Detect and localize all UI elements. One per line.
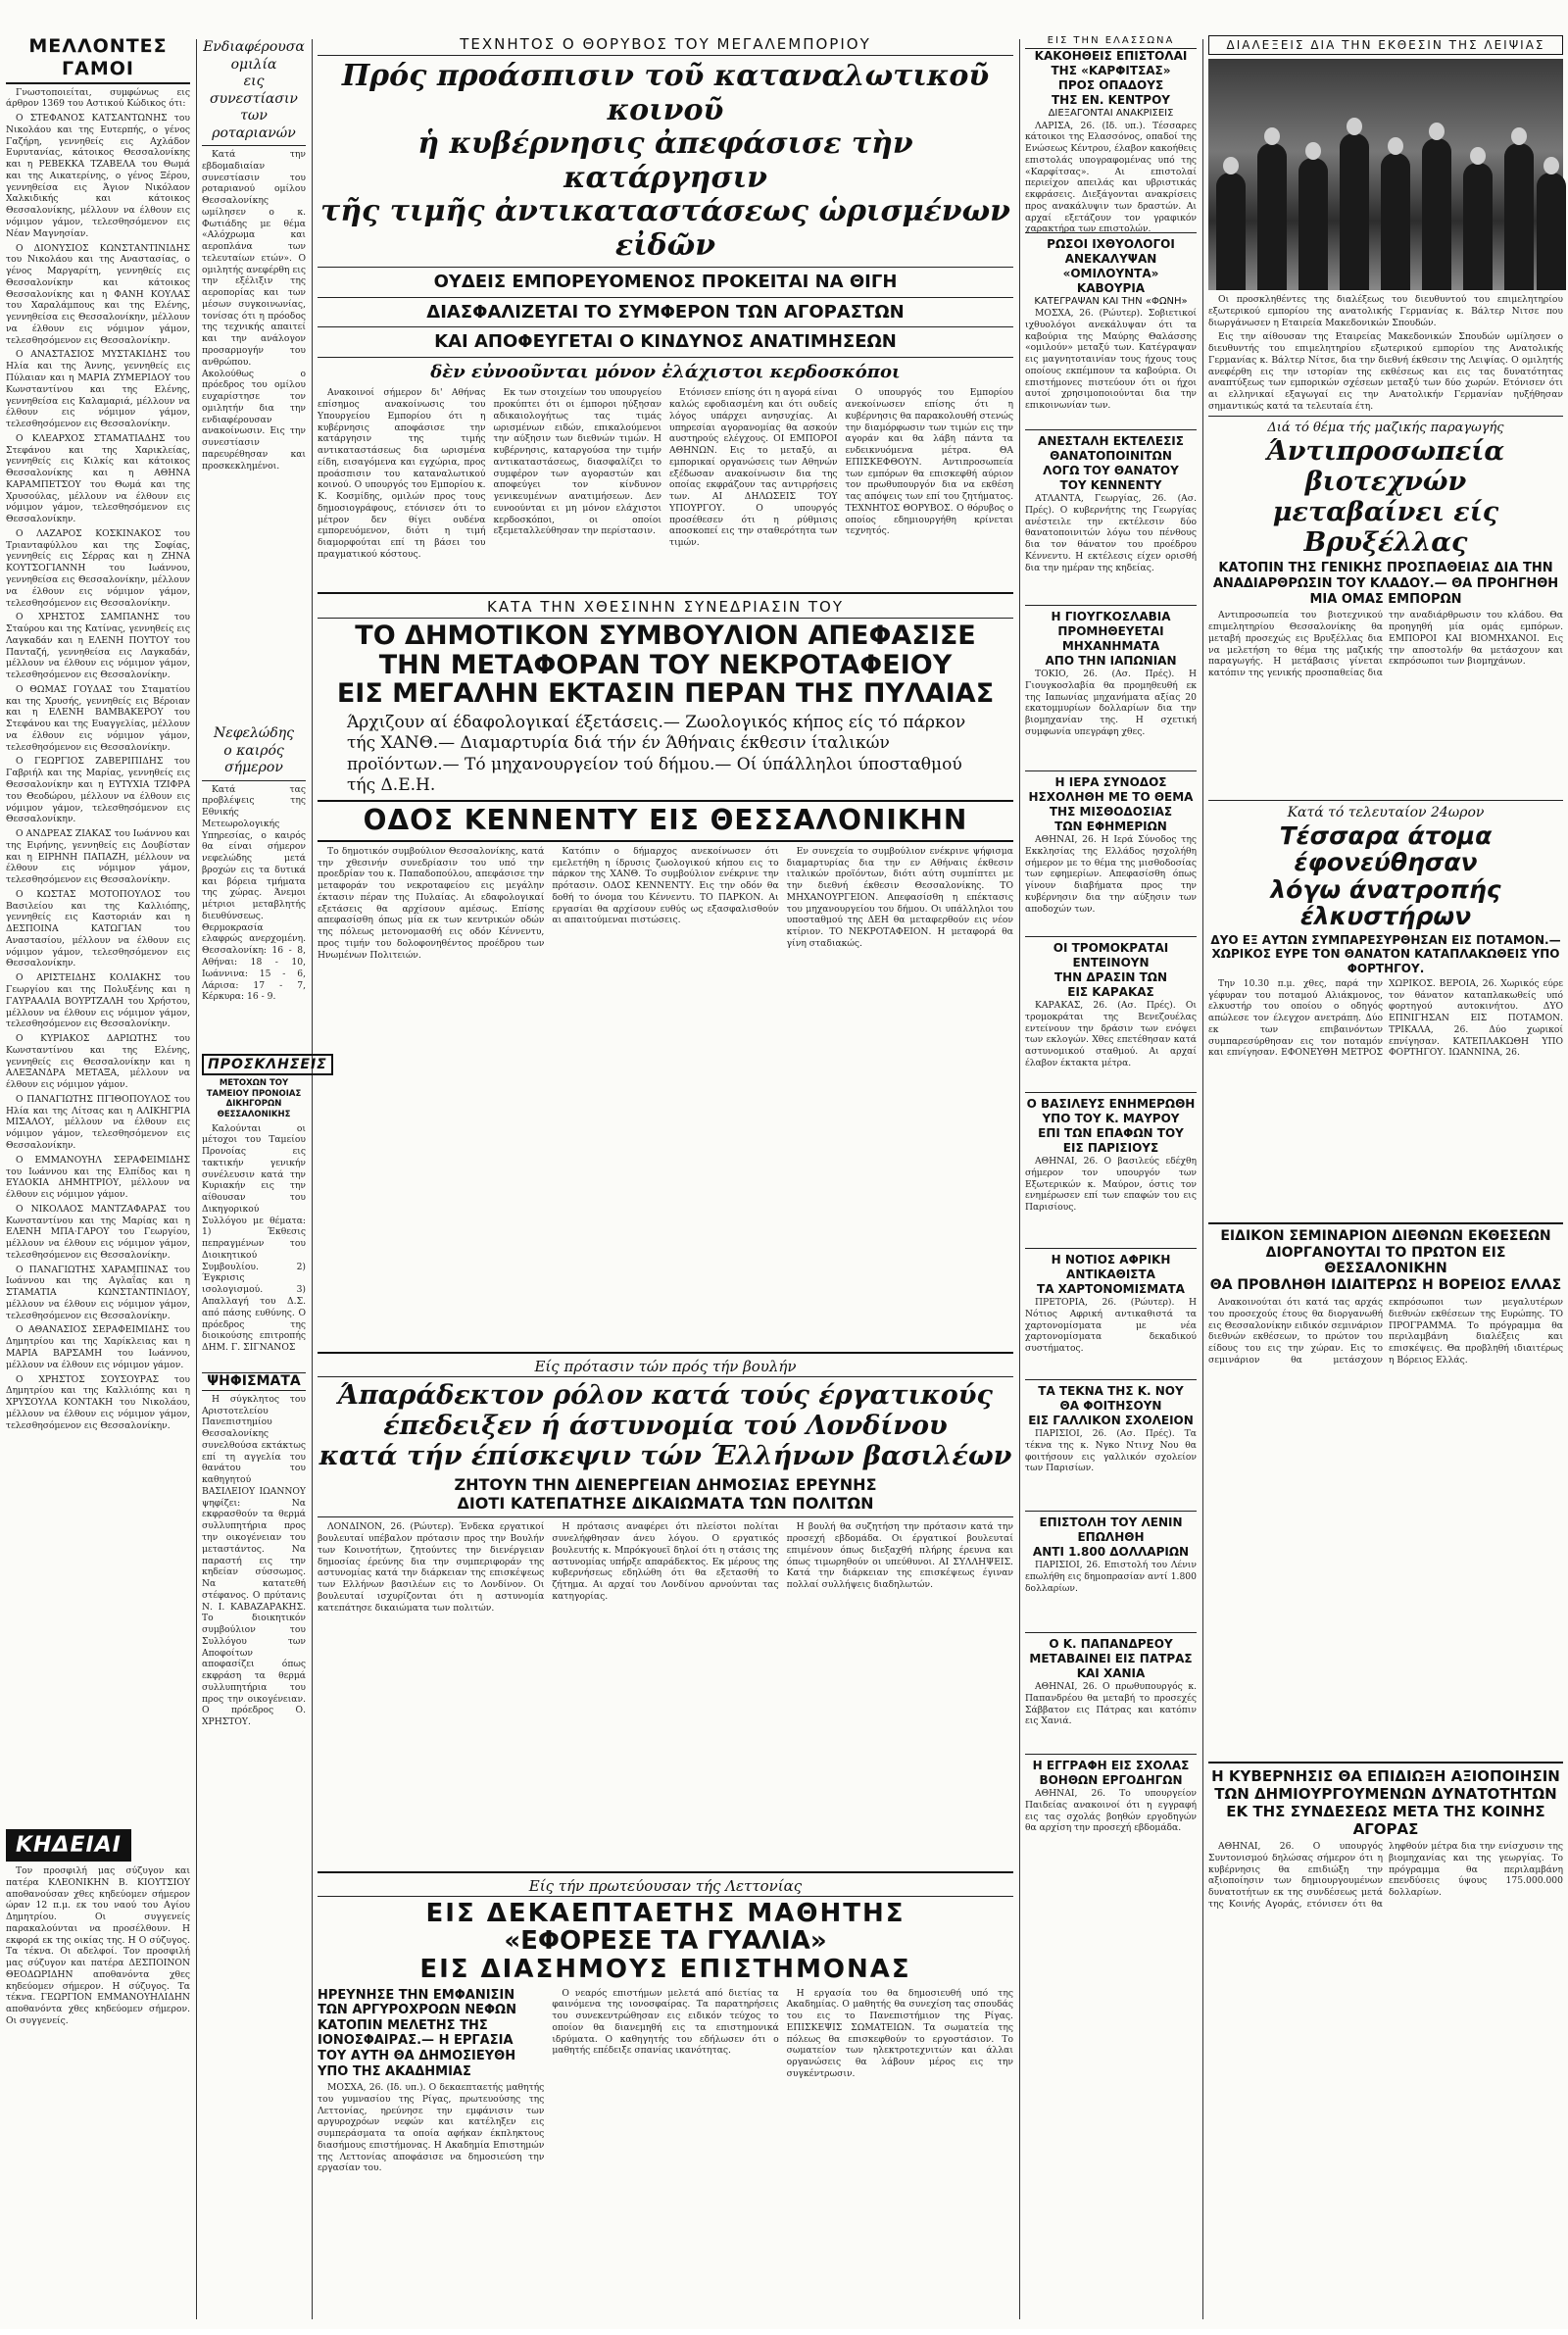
article-text: ΑΘΗΝΑΙ, 26. Ο πρωθυπουργός κ. Παπανδρέου θα μεταβή το προσεχές Σάββατον εις Πάτρας και κατόπιν εις Χανιά. — [1025, 1681, 1197, 1727]
short-headline: Ο ΒΑΣΙΛΕΥΣ ΕΝΗΜΕΡΩΘΗ — [1026, 1097, 1196, 1111]
lead-deck-1: ΟΥΔΕΙΣ ΕΜΠΟΡΕΥΟΜΕΝΟΣ ΠΡΟΚΕΙΤΑΙ ΝΑ ΘΙΓΗ — [433, 272, 898, 292]
market-headline: Η ΚΥΒΕΡΝΗΣΙΣ ΘΑ ΕΠΙΔΙΩΞΗ ΑΞΙΟΠΟΙΗΣΙΝ ΤΩΝ ΔΗΜΙΟΥΡΓΟΥΜΕΝΩΝ ΔΥΝΑΤΟΤΗΤΩΝ ΕΚ ΤΗΣ ΣΥΝΔΕΣΕΩΣ ΜΕΤΑ ΤΗΣ ΚΟΙΝΗΣ ΑΓΟΡΑΣ — [1211, 1767, 1560, 1839]
short-headline: ΤΑ ΧΑΡΤΟΝΟΜΙΣΜΑΤΑ — [1037, 1282, 1185, 1296]
latvia-text — [318, 2082, 544, 2174]
article-text: ΑΤΛΑΝΤΑ, Γεωργίας, 26. (Ασ. Πρές). Ο κυβερνήτης της Γεωργίας ανέστειλε την εκτέλεσιν δύο θανατοποινιτών λόγω του πένθους δια τον θάνατον του προέδρου Κέννεντυ. Η εκτέλεσις είχεν ορισθή δια την ημέραν της κηδείας. — [1025, 493, 1197, 573]
latvia-column — [318, 1988, 544, 2292]
lead-headline-3: τῆς τιμῆς ἀντικαταστάσεως ὡρισμένων εἰδῶν — [320, 194, 1010, 263]
marriage-notice: Ο ΑΝΑΣΤΑΣΙΟΣ ΜΥΣΤΑΚΙΔΗΣ του Ηλία και της Άννης, γεννηθείς εις Πύλαιαν και η ΜΑΡΙΑ ΖΥΜΕΡΙΔΟΥ του Κωνσταντίνου και της Ελένης, γεννηθείσα εις Καλαμαριά, μέλλουν να έλθουν εις νόμιμον γάμον, τελεσθησόμενον εις Θεσσαλονίκην. — [6, 349, 190, 430]
parliament-headline-1: Άπαράδεκτον ρόλον κατά τούς έργατικούς — [338, 1379, 993, 1411]
article-text: ΠΡΕΤΟΡΙΑ, 26. (Ρώυτερ). Η Νότιος Αφρική αντικαθιστά τα χαρτονομίσματα με νέα χαρτονομίσματα δεκαδικού συστήματος. — [1025, 1297, 1197, 1355]
council-headline-1: ΤΟ ΔΗΜΟΤΙΚΟΝ ΣΥΜΒΟΥΛΙΟΝ ΑΠΕΦΑΣΙΣΕ — [355, 621, 976, 651]
article-text: Κατά τας προβλέψεις της Εθνικής Μετεωρολογικής Υπηρεσίας, ο καιρός θα είναι σήμερον νεφελώδης μετά βροχών εις τα δυτικά και βόρεια τμήματα της χώρας. Άνεμοι μέτριοι μεταβλητής διευθύνσεως. Θερμοκρασία ελαφρώς ανερχομένη. Θεσσαλονίκη: 16 - 8, Αθήναι: 18 - 10, Ιωάννινα: 15 - 6, Λάρισα: 17 - 7, Κέρκυρα: 16 - 9. — [202, 783, 306, 1003]
council-column — [318, 846, 544, 1375]
short-subheading: ΔΙΕΞΑΓΟΝΤΑΙ ΑΝΑΚΡΙΣΕΙΣ — [1048, 108, 1174, 119]
resolutions-heading: ΨΗΦΙΣΜΑΤΑ — [202, 1372, 306, 1391]
article-text: Κατά την εβδομαδιαίαν συνεστίασιν του ροταριανού ομίλου Θεσσαλονίκης ωμίλησεν ο κ. Φωτιάδης με θέμα «Αλόχρωμα και αεροπλάνα των τελευταίων ετών». Ο ομιλητής ανεφέρθη εις την εξέλιξιν της αεροπορίας και των μέσων συγκοινωνίας, τονίσας ότι η πρόοδος της τεχνικής απαιτεί και την ανάλογον προσαρμογήν του ανθρώπου. Ακολούθως ο πρόεδρος του ομίλου ευχαρίστησε τον ομιλητήν δια την ενδιαφέρουσαν ανακοίνωσιν. Εις την συνεστίασιν παρευρέθησαν και προσκεκλημένοι. — [202, 149, 306, 472]
short-headline: ΠΡΟΣ ΟΠΑΔΟΥΣ — [1057, 78, 1164, 92]
accidents-headline-1: Τέσσαρα άτομα έφονεύθησαν — [1279, 820, 1493, 877]
accidents-deck: ΔΥΟ ΕΞ ΑΥΤΩΝ ΣΥΜΠΑΡΕΣΥΡΘΗΣΑΝ ΕΙΣ ΠΟΤΑΜΟΝ.— ΧΩΡΙΚΟΣ ΕΥΡΕ ΤΟΝ ΘΑΝΑΤΟΝ ΚΑΤΑΠΛΑΚΩΘΕΙΣ ΥΠΟ ΦΟΡΤΗΓΟΥ. — [1210, 932, 1561, 975]
short-text — [1025, 1297, 1197, 1375]
column-rule — [1019, 39, 1020, 2319]
short-headline: ΤΗΝ ΔΡΑΣΙΝ ΤΩΝ — [1054, 970, 1168, 984]
lead-deck-3: ΚΑΙ ΑΠΟΦΕΥΓΕΤΑΙ Ο ΚΙΝΔΥΝΟΣ ΑΝΑΤΙΜΗΣΕΩΝ — [434, 331, 897, 353]
article-text: Αντιπροσωπεία του βιοτεχνικού επιμελητηρίου Θεσσαλονίκης θα μεταβή προσεχώς εις Βρυξέλλας δια να μελετήση το θέμα της μαζικής παραγωγής. Η μετάβασις γίνεται κατόπιν της γενικής προσπαθείας δια την αναδιάρθρωσιν του κλάδου. Θα προηγηθή μία ομάς εμπόρων. ΕΜΠΟΡΟΙ ΚΑΙ ΒΙΟΜΗΧΑΝΟΙ. Εις την αποστολήν θα μετάσχουν και εκπρόσωποι των βιομηχάνων. — [1208, 610, 1563, 679]
seminar-text — [1208, 1297, 1563, 1758]
short-subheading: ΚΑΤΕΓΡΑΨΑΝ ΚΑΙ ΤΗΝ «ΦΩΝΗ» — [1034, 295, 1188, 307]
short-headline: ΕΙΣ ΚΑΡΑΚΑΣ — [1067, 985, 1154, 999]
column-rule — [196, 39, 197, 2319]
article-text: ΑΘΗΝΑΙ, 26. Ο βασιλεύς εδέχθη σήμερον τον υπουργόν των Εξωτερικών κ. Μαύρον, όστις τον ενημέρωσεν επί των επαφών του εις Παρισίους. — [1025, 1156, 1197, 1214]
short-headline: ΚΑΚΟΗΘΕΙΣ ΕΠΙΣΤΟΛΑΙ — [1034, 49, 1188, 63]
council-column — [552, 846, 778, 1375]
short-text — [1025, 1000, 1197, 1088]
short-kicker: ΕΙΣ ΤΗΝ ΕΛΑΣΣΩΝΑ — [1025, 35, 1197, 49]
rotary-text — [202, 149, 306, 776]
accidents-kicker: Κατά τό τελευταίον 24ωρον — [1287, 805, 1485, 821]
marriage-notice: Ο ΛΑΖΑΡΟΣ ΚΟΣΚΙΝΑΚΟΣ του Τριανταφύλλου και της Σοφίας, γεννηθείς εις Σέρρας και η ΖΗΝΑ ΚΟΥΤΣΟΓΙΑΝΝΗ του Ιωάννου, γεννηθείσα εις Θεσσαλονίκην, μέλλουν να έλθουν εις νόμιμον γάμον, τελεσθησόμενον εις Θεσσαλονίκην. — [6, 527, 190, 609]
short-headline: ΜΕΤΑΒΑΙΝΕΙ ΕΙΣ ΠΑΤΡΑΣ — [1029, 1652, 1193, 1665]
article-text: ΠΑΡΙΣΙΟΙ, 26. Επιστολή του Λένιν επωλήθη εις δημοπρασίαν αντί 1.800 δολλαρίων. — [1025, 1560, 1197, 1594]
short-text — [1025, 1156, 1197, 1244]
weather-heading-1: Νεφελώδης — [213, 725, 295, 741]
latvia-deck: ΗΡΕΥΝΗΣΕ ΤΗΝ ΕΜΦΑΝΙΣΙΝ ΤΩΝ ΑΡΓΥΡΟΧΡΟΩΝ ΝΕΦΩΝ ΚΑΤΟΠΙΝ ΜΕΛΕΤΗΣ ΤΗΣ ΙΟΝΟΣΦΑΙΡΑΣ.— Η ΕΡΓΑΣΙΑ ΤΟΥ ΑΥΤΗ ΘΑ ΔΗΜΟΣΙΕΥΘΗ ΥΠΟ ΤΗΣ ΑΚΑΔΗΜΙΑΣ — [318, 1987, 516, 2079]
article-text: ΛΑΡΙΣΑ, 26. (Ιδ. υπ.). Τέσσαρες κάτοικοι της Ελασσόνος, οπαδοί της Ενώσεως Κέντρου, έλαβον κακοήθεις επιστολάς υπογραφομένας υπό της «Καρφίτσας». Αι επιστολαί περιείχον απειλάς και υβριστικάς εκφράσεις. Διεξάγονται ανακρίσεις προς ανακάλυψιν των δραστών. Αι αρχαί εξετάζουν τον γραφικόν χαρακτήρα των επιστολών. — [1025, 120, 1197, 235]
marriage-notice: Ο ΠΑΝΑΓΙΩΤΗΣ ΠΓΙΘΟΠΟΥΛΟΣ του Ηλία και της Λίτσας και η ΑΛΙΚΗΓΡΙΑ ΜΙΣΑΛΟΥ, μέλλουν να έλθουν εις νόμιμον γάμον, τελεσθησόμενον εις Θεσσαλονίκην. — [6, 1093, 190, 1151]
short-headline: ΗΣΧΟΛΗΘΗ ΜΕ ΤΟ ΘΕΜΑ — [1028, 790, 1194, 804]
article-text: Ανακοινούται ότι κατά τας αρχάς του προσεχούς έτους θα διοργανωθή εις Θεσσαλονίκην ειδικόν σεμινάριον διεθνών εκθέσεων, το πρώτον του είδους του εις την χώραν. Εις το σεμινάριον θα μετάσχουν εκπρόσωποι των μεγαλυτέρων διεθνών εκθέσεων της Ευρώπης. ΤΟ ΠΡΟΓΡΑΜΜΑ. Το πρόγραμμα θα περιλαμβάνη διαλέξεις και επισκέψεις. Θα προβληθή ιδιαιτέρως η Βόρειος Ελλάς. — [1208, 1297, 1563, 1366]
invitations-box — [202, 1054, 327, 1378]
parliament-story — [318, 1348, 1013, 1845]
short-headline: ΚΑΙ ΧΑΝΙΑ — [1076, 1666, 1146, 1680]
column-rule — [1202, 39, 1203, 2319]
marriage-notice: Ο ΑΝΔΡΕΑΣ ΖΙΑΚΑΣ του Ιωάννου και της Ειρήνης, γεννηθείς εις Δουβίσταν και η ΕΙΡΗΝΗ ΠΑΠΑΖΗ, μέλλουν να έλθουν εις νόμιμον γάμον, τελεσθησόμενον εις Θεσσαλονίκην. — [6, 828, 190, 886]
column-short-news — [1025, 35, 1197, 2319]
seminar-headline-2: ΔΙΟΡΓΑΝΟΥΤΑΙ ΤΟ ΠΡΩΤΟΝ ΕΙΣ ΘΕΣΣΑΛΟΝΙΚΗΝ — [1265, 1244, 1506, 1277]
short-headline: ΕΠΩΛΗΘΗ — [1077, 1530, 1145, 1544]
latvia-column — [787, 1988, 1013, 2292]
short-headline: Η ΕΓΓΡΑΦΗ ΕΙΣ ΣΧΟΛΑΣ — [1032, 1759, 1190, 1772]
lecture-kicker: ΔΙΑΛΕΞΕΙΣ ΔΙΑ ΤΗΝ ΕΚΘΕΣΙΝ ΤΗΣ ΛΕΙΨΙΑΣ — [1208, 35, 1563, 55]
article-text: ΑΘΗΝΑΙ, 26. Το υπουργείον Παιδείας ανακοινοί ότι η εγγραφή εις τας σχολάς βοηθών εργοδηγών θα αρχίση την προσεχή εβδομάδα. — [1025, 1788, 1197, 1834]
parliament-headline-3: κατά τήν έπίσκεψιν τών Έλλήνων βασιλέων — [318, 1440, 1012, 1471]
short-text — [1025, 1681, 1197, 1750]
weather-text — [202, 784, 306, 1039]
article-text: ΑΘΗΝΑΙ, 26. Ο υπουργός Συντονισμού δηλώσας σήμερον ότι η κυβέρνησις θα επιδιώξη την αξιοποίησιν των δημιουργουμένων δυνατοτήτων εκ της συνδέσεως μετά της Κοινής Αγοράς, ετόνισεν ότι θα ληφθούν μέτρα δια την ενίσχυσιν της βιομηχανίας και της γεωργίας. Το πρόγραμμα θα περιλαμβάνη επενδύσεις ύψους 175.000.000 δολλαρίων. — [1208, 1841, 1563, 1910]
marriages-intro: Γνωστοποιείται, συμφώνως εις άρθρον 1369 του Αστικού Κώδικος ότι: — [6, 86, 190, 110]
latvia-kicker: Είς τήν πρωτεύουσαν τής Λεττονίας — [318, 1877, 1013, 1897]
lecture-text — [1208, 294, 1563, 412]
marriage-notice: Ο ΔΙΟΝΥΣΙΟΣ ΚΩΝΣΤΑΝΤΙΝΙΔΗΣ του Νικολάου και της Αναστασίας, ο γένος Μαργαρίτη, γεννηθείς εις Θεσσαλονίκην και κάτοικος Θεσσαλονίκης και η ΦΑΝΗ ΚΟΥΛΑΣ του Χαραλάμπους και της Ελένης, γεννηθείσα εις Θεσσαλονίκην, μέλλουν να έλθουν εις νόμιμον γάμον, τελεσθησόμενον εις Θεσσαλονίκην. — [6, 242, 190, 346]
lead-kicker: ΤΕΧΝΗΤΟΣ Ο ΘΟΡΥΒΟΣ ΤΟΥ ΜΕΓΑΛΕΜΠΟΡΙΟΥ — [318, 35, 1013, 56]
artisans-headline-1: Άντιπροσωπεία βιοτεχνών — [1266, 436, 1505, 498]
article-text: Ανακοινοί σήμερον δι' Αθήνας επίσημος ανακοίνωσις του Υπουργείου Εμπορίου ότι η κυβέρνησις αποφάσισε την κατάργησιν της τιμής αντικαταστάσεως δια ωρισμένα είδη, εισαγόμενα και εγχώρια, προς προάσπισιν του καταναλωτικού κοινού. Ο υπουργός του Εμπορίου κ. Κ. Κοσμίδης, ομιλών προς τους δημοσιογράφους, ετόνισεν ότι το μέτρον δεν θίγει ουδένα εμπορευόμενον, διότι η τιμή διαμορφούται επί τη βάσει του πραγματικού κόστους. — [318, 387, 486, 560]
parliament-deck-1: ΖΗΤΟΥΝ ΤΗΝ ΔΙΕΝΕΡΓΕΙΑΝ ΔΗΜΟΣΙΑΣ ΕΡΕΥΝΗΣ — [454, 1474, 877, 1494]
article-text: ΚΑΡΑΚΑΣ, 26. (Ασ. Πρές). Οι τρομοκράται της Βενεζουέλας εντείνουν την δράσιν των ενόψει των εκλογών. Χθες επετέθησαν κατά αστυνομικού σταθμού. Αι αρχαί έλαβον έκτακτα μέτρα. — [1025, 1000, 1197, 1068]
short-headline: ΑΝΤΙ 1.800 ΔΟΛΛΑΡΙΩΝ — [1032, 1545, 1190, 1559]
short-headline: ΕΙΣ ΓΑΛΛΙΚΟΝ ΣΧΟΛΕΙΟΝ — [1028, 1414, 1194, 1427]
artisans-kicker: Διά τό θέμα τής μαζικής παραγωγής — [1267, 421, 1504, 435]
short-headline: ΘΑ ΦΟΙΤΗΣΟΥΝ — [1059, 1399, 1162, 1413]
lead-headline-1: Πρός προάσπισιν τοῦ καταναλωτικοῦ κοινοῦ — [341, 59, 990, 127]
short-headline: ΘΑΝΑΤΟΠΟΙΝΙΤΩΝ — [1050, 449, 1172, 463]
lecture-photo — [1208, 59, 1563, 290]
latvia-headline-2: «ΕΦΟΡΕΣΕ ΤΑ ΓΥΑΛΙΑ» — [504, 1926, 827, 1957]
photo-caption: Οι προσκληθέντες της διαλέξεως του διευθυντού του επιμελητηρίου εξωτερικού εμπορίου της ανατολικής Γερμανίας κ. Βάλτερ Νιτσε που διωργάνωσεν η Εταιρεία Μακεδονικών Σπουδών. — [1208, 294, 1563, 328]
rotary-heading-2: εις συνεστίασιν — [210, 74, 298, 107]
parliament-headline-2: έπεδειξεν ή άστυνομία τού Λονδίνου — [383, 1410, 948, 1441]
short-text — [1025, 834, 1197, 932]
article-text: Η πρότασις αναφέρει ότι πλείστοι πολίται συνελήφθησαν άνευ λόγου. Ο εργατικός βουλευτής κ. Μπρόκγουεϊ δηλοί ότι η στάσις της αστυνομίας υπήρξε απαράδεκτος. Εκ μέρους της κυβερνήσεως εδηλώθη ότι θα εξετασθή το ζήτημα. Αι αρχαί του Λονδίνου αρνούνται τας κατηγορίας. — [552, 1521, 779, 1602]
short-headline: Η ΓΙΟΥΓΚΟΣΛΑΒΙΑ — [1051, 610, 1171, 623]
marriage-notice: Ο ΘΩΜΑΣ ΓΟΥΔΑΣ του Σταματίου και της Χρυσής, γεννηθείς εις Βέροιαν και η ΕΛΕΝΗ ΒΑΜΒΑΚΕΡΟΥ του Στεφάνου και της Ευαγγελίας, μέλλουν να έλθουν εις νόμιμον γάμον, τελεσθησόμενον εις Θεσσαλονίκην. — [6, 683, 190, 753]
article-text: Εις την αίθουσαν της Εταιρείας Μακεδονικών Σπουδών ωμίλησεν ο διευθυντής του επιμελητηρίου εξωτερικού εμπορίου της Ανατολικής Γερμανίας κ. Βάλτερ Νίτσε, δια την διεθνή έκθεσιν της Λειψίας. Ο ομιλητής ανεφέρθη εις την ιστορίαν της εκθέσεως και εις τας δυνατότητας αναπτύξεως των εμπορικών σχέσεων μεταξύ των δύο χωρών. Ετόνισεν ότι αι ελληνικαί εξαγωγαί εις την Ανατολικήν Γερμανίαν ηυξήθησαν σημαντικώς κατά τα τελευταία έτη. — [1208, 331, 1563, 412]
article-text: Η σύγκλητος του Αριστοτελείου Πανεπιστημίου Θεσσαλονίκης συνελθούσα εκτάκτως επί τη αγγελία του θανάτου του καθηγητού ΒΑΣΙΛΕΙΟΥ ΙΩΑΝΝΟΥ ψηφίζει: Να εκφρασθούν τα θερμά συλλυπητήρια προς την οικογένειαν του μεταστάντος. Να παραστή εις την κηδείαν σύσσωμος. Να κατατεθή στέφανος. Ο πρύτανις Ν. Ι. ΚΑΒΑΖΑΡΑΚΗΣ. Το διοικητικόν συμβούλιον του Συλλόγου των Αποφοίτων αποφασίζει όπως εκφράση τα θερμά συλλυπητήρια του προς την οικογένειαν. Ο πρόεδρος Ο. ΧΡΗΣΤΟΥ. — [202, 1393, 306, 1728]
short-headline: ΛΟΓΩ ΤΟΥ ΘΑΝΑΤΟΥ — [1043, 464, 1179, 477]
marriage-notice: Ο ΠΑΝΑΓΙΩΤΗΣ ΧΑΡΑΜΠΙΝΑΣ του Ιωάννου και της Αγλαΐας και η ΣΤΑΜΑΤΙΑ ΚΩΝΣΤΑΝΤΙΝΙΔΟΥ, μέλλουν να έλθουν εις νόμιμον γάμον, τελεσθησόμενον εις Θεσσαλονίκην. — [6, 1264, 190, 1321]
funerals-section — [6, 1829, 190, 2030]
marriages-list — [6, 87, 190, 1432]
rotary-heading-3: των ροταριανών — [202, 108, 306, 146]
short-text — [1025, 1560, 1197, 1628]
short-headline: ΠΡΟΜΗΘΕΥΕΤΑΙ — [1057, 624, 1164, 638]
marriage-notice: Ο ΧΡΗΣΤΟΣ ΣΑΜΠΑΝΗΣ του Σταύρου και της Κατίνας, γεννηθείς εις Λαγκαδάν και η ΕΛΕΝΗ ΠΟΥΤΟΥ του Πανταζή, γεννηθείσα εις Λαγκαδάν, μέλλουν να έλθουν εις νόμιμον γάμον, τελεσθησόμενον εις Θεσσαλονίκην. — [6, 612, 190, 681]
council-story — [318, 588, 1013, 1375]
council-kicker: ΚΑΤΑ ΤΗΝ ΧΘΕΣΙΝΗΝ ΣΥΝΕΔΡΙΑΣΙΝ ΤΟΥ — [318, 598, 1013, 619]
short-text — [1025, 669, 1197, 767]
short-headline: ΤΩΝ ΕΦΗΜΕΡΙΩΝ — [1054, 820, 1167, 833]
short-text — [1025, 1428, 1197, 1507]
marriage-notice: Ο ΧΡΗΣΤΟΣ ΣΟΥΣΟΥΡΑΣ του Δημητρίου και της Καλλιόπης και η ΧΡΥΣΟΥΛΑ ΚΟΝΤΑΚΗ του Νικολάου, μέλλουν να έλθουν εις νόμιμον γάμον, τελεσθησόμενον εις Θεσσαλονίκην. — [6, 1373, 190, 1431]
invitations-subheading: ΜΕΤΟΧΩΝ ΤΟΥ ΤΑΜΕΙΟΥ ΠΡΟΝΟΙΑΣ ΔΙΚΗΓΟΡΩΝ ΘΕΣΣΑΛΟΝΙΚΗΣ — [206, 1078, 302, 1119]
short-headline: ΜΗΧΑΝΗΜΑΤΑ — [1061, 639, 1160, 653]
weather-heading-3: σήμερον — [202, 760, 306, 781]
marriage-notice: Ο ΕΜΜΑΝΟΥΗΛ ΣΕΡΑΦΕΙΜΙΔΗΣ του Ιωάννου και της Ελπίδος και η ΕΥΔΟΚΙΑ ΔΗΜΗΤΡΙΟΥ, μέλλουν να έλθουν εις νόμιμον γάμον. — [6, 1154, 190, 1201]
accidents-headline-2: λόγω άνατροπής έλκυστήρων — [1270, 874, 1501, 931]
short-headline: ΕΙΣ ΠΑΡΙΣΙΟΥΣ — [1062, 1141, 1159, 1155]
parliament-body — [318, 1521, 1013, 1845]
short-text — [1025, 120, 1197, 235]
short-headline: ΤΑ ΤΕΚΝΑ ΤΗΣ Κ. ΝΟΥ — [1038, 1384, 1184, 1398]
parliament-deck-2: ΔΙΟΤΙ ΚΑΤΕΠΑΤΗΣΕ ΔΙΚΑΙΩΜΑΤΑ ΤΩΝ ΠΟΛΙΤΩΝ — [457, 1494, 874, 1514]
latvia-headline-1: ΕΙΣ ΔΕΚΑΕΠΤΑΕΤΗΣ ΜΑΘΗΤΗΣ — [425, 1898, 906, 1928]
latvia-story — [318, 1867, 1013, 2292]
funerals-heading: ΚΗΔΕΙΑΙ — [6, 1829, 131, 1862]
council-body — [318, 846, 1013, 1375]
latvia-body — [318, 1988, 1013, 2292]
article-text: Κατόπιν ο δήμαρχος ανεκοίνωσεν ότι εμελετήθη η ίδρυσις ζωολογικού κήπου εις το πάρκον της ΧΑΝΘ. Το συμβούλιον ενέκρινε την πρότασιν. ΟΔΟΣ ΚΕΝΝΕΝΤΥ. Εις την οδόν θα δοθή το όνομα του Κέννεντυ. ΤΟ ΠΑΡΚΟΝ. Αι εργασίαι θα αρχίσουν ευθύς ως εξασφαλισθούν αι απαιτούμεναι πιστώσεις. — [552, 845, 779, 926]
lead-deck-2: ΔΙΑΣΦΑΛΙΖΕΤΑΙ ΤΟ ΣΥΜΦΕΡΟΝ ΤΩΝ ΑΓΟΡΑΣΤΩΝ — [426, 301, 905, 323]
short-headline: «ΟΜΙΛΟΥΝΤΑ» — [1062, 266, 1159, 280]
accidents-text — [1208, 978, 1563, 1218]
short-headline: ΑΝΤΙΚΑΘΙΣΤΑ — [1066, 1267, 1155, 1281]
article-text: ΜΟΣΧΑ, 26. (Ρώυτερ). Σοβιετικοί ιχθυολόγοι ανεκάλυψαν ότι τα καβούρια της Μαύρης Θαλάσσης «ομιλούν» μεταξύ των. Κατέγραψαν εις μαγνητοταινίαν τους ήχους τους οποίους εκπέμπουν τα καβούρια. Οι επιστήμονες πιστεύουν ότι οι ήχοι αυτοί χρησιμοποιούνται δια την επικοινωνίαν των. — [1025, 308, 1197, 412]
short-headline: ΡΩΣΟΙ ΙΧΘΥΟΛΟΓΟΙ — [1047, 236, 1175, 251]
short-text — [1025, 493, 1197, 601]
funeral-notice: Τον προσφιλή μας σύζυγον και πατέρα ΚΛΕΟΝΙΚΗΝ Β. ΚΙΟΥΤΣΙΟΥ αποθανούσαν χθες κηδεύομεν σήμερον ώραν 12 π.μ. εκ του ναού του Αγίου Δημητρίου. Οι συγγενείς παρακαλούνται να προσέλθουν. Η εκφορά εκ της οικίας της. Η Ο σύζυγος. Τα τέκνα. Οι αδελφοί. Τον προσφιλή μας σύζυγον και πατέρα ΔΕΣΠΟΙΝΟΝ ΘΕΟΔΩΡΙΔΗΝ αποθανόντα χθες κηδεύομεν σήμερον. Η σύζυγος. Τα τέκνα. ΓΕΩΡΓΙΟΝ ΕΜΜΑΝΟΥΗΛΙΔΗΝ αποθανόντα χθες κηδεύομεν σήμερον. Οι συγγενείς. — [6, 1865, 190, 2026]
article-text: ΠΑΡΙΣΙΟΙ, 26. (Ασ. Πρές). Τα τέκνα της κ. Νγκο Ντινχ Νου θα φοιτήσουν εις γαλλικόν σχολείον των Παρισίων. — [1025, 1428, 1197, 1474]
column-right — [1208, 35, 1563, 2319]
seminar-headline-3: ΘΑ ΠΡΟΒΛΗΘΗ ΙΔΙΑΙΤΕΡΩΣ Η ΒΟΡΕΙΟΣ ΕΛΛΑΣ — [1209, 1277, 1562, 1294]
marriage-notice: Ο ΓΕΩΡΓΙΟΣ ΖΑΒΕΡΙΠΙΔΗΣ του Γαβριήλ και της Μαρίας, γεννηθείς εις Θεσσαλονίκην και η ΕΥΤΥΧΙΑ ΤΖΙΦΡΑ του Θεοδώρου, μέλλουν να έλθουν εις νόμιμον γάμον, τελεσθησόμενον εις Θεσσαλονίκην. — [6, 756, 190, 825]
article-text: Εκ των στοιχείων του υπουργείου προκύπτει ότι οι έμποροι ηύξησαν αδικαιολογήτως τας τιμάς ωρισμένων ειδών, επικαλούμενοι την αύξησιν των διεθνών τιμών. Η κυβέρνησις, καταργούσα την τιμήν αντικαταστάσεως, διασφαλίζει το συμφέρον των αγοραστών και αποφεύγει τον κίνδυνον γενικευμένων ανατιμήσεων. Δεν ευνοούνται ει μη μόνον ελάχιστοι κερδοσκόποι, οι οποίοι εξεμεταλλεύθησαν την περίστασιν. — [493, 387, 662, 537]
marriage-notice: Ο ΚΩΣΤΑΣ ΜΟΤΟΠΟΥΛΟΣ του Βασιλείου και της Καλλιόπης, γεννηθείς εις Καστοριάν και η ΔΕΣΠΟΙΝΑ ΚΑΤΩΓΙΑΝ του Αναστασίου, μέλλουν να έλθουν εις νόμιμον γάμον, τελεσθησόμενον εις Θεσσαλονίκην. — [6, 888, 190, 969]
short-headline: ΒΟΗΘΩΝ ΕΡΓΟΔΗΓΩΝ — [1039, 1773, 1183, 1787]
resolutions-box — [202, 1372, 306, 2335]
invitations-text — [202, 1123, 306, 1378]
short-headline: ΑΠΟ ΤΗΝ ΙΑΠΩΝΙΑΝ — [1045, 654, 1177, 668]
artisans-text — [1208, 610, 1563, 796]
article-text: Καλούνται οι μέτοχοι του Ταμείου Προνοίας εις τακτικήν γενικήν συνέλευσιν κατά την Κυριακήν εις την αίθουσαν του Δικηγορικού Συλλόγου με θέματα: 1) Έκθεσις πεπραγμένων του Διοικητικού Συμβουλίου. 2) Έγκρισις ισολογισμού. 3) Απαλλαγή του Δ.Σ. από πάσης ευθύνης. Ο πρόεδρος της διοικούσης επιτροπής ΔΗΜ. Γ. ΣΙΓΝΑΝΟΣ — [202, 1122, 306, 1354]
marriage-notice: Ο ΚΛΕΑΡΧΟΣ ΣΤΑΜΑΤΙΑΔΗΣ του Στεφάνου και της Χαρικλείας, γεννηθείς εις Κιλκίς και κάτοικος Θεσσαλονίκης και η ΑΘΗΝΑ ΚΑΡΑΜΠΕΤΣΟΥ του Θωμά και της Χρυσούλας, μέλλουν να έλθουν εις νόμιμον γάμον, τελεσθησόμενον εις Θεσσαλονίκην. — [6, 432, 190, 525]
column-rule — [312, 39, 313, 2319]
short-headline: ΑΝΕΣΤΑΛΗ ΕΚΤΕΛΕΣΙΣ — [1038, 434, 1184, 448]
short-headline: ΕΝΤΕΙΝΟΥΝ — [1072, 956, 1150, 969]
short-headline: ΤΟΥ ΚΕΝΝΕΝΤΥ — [1059, 478, 1162, 492]
article-text: ΜΟΣΧΑ, 26. (Ιδ. υπ.). Ο δεκαεπταετής μαθητής του γυμνασίου της Ρίγας, πρωτευούσης της Λεττονίας, ηρεύνησε την εμφάνισιν των αργυροχρόων νεφών και κατέληξεν εις συμπεράσματα τα οποία αφήκαν έκπληκτους διασήμους επιστήμονας. Η Ακαδημία Επιστημών της Λεττονίας αποφάσισε να δημοσιεύση την εργασίαν του. — [318, 2082, 545, 2174]
marriage-notice: Ο ΑΘΑΝΑΣΙΟΣ ΣΕΡΑΦΕΙΜΙΔΗΣ του Δημητρίου και της Χαρίκλειας και η ΜΑΡΙΑ ΒΑΡΣΑΜΗ του Ιωάννου, μέλλουν να έλθουν εις νόμιμον γάμον. — [6, 1324, 190, 1370]
council-headline-3: ΕΙΣ ΜΕΓΑΛΗΝ ΕΚΤΑΣΙΝ ΠΕΡΑΝ ΤΗΣ ΠΥΛΑΙΑΣ — [336, 678, 995, 710]
short-headline: ΕΠΙΣΤΟΛΗ ΤΟΥ ΛΕΝΙΝ — [1039, 1515, 1183, 1529]
artisans-headline-2: μεταβαίνει είς Βρυξέλλας — [1272, 497, 1499, 559]
article-text: Η βουλή θα συζητήση την πρότασιν κατά την προσεχή εβδομάδα. Οι έργατικοί βουλευταί επιμένουν όπως διεξαχθή πλήρης έρευνα και όπως τιμωρηθούν οι υπεύθυνοι. ΑΙ ΣΥΛΛΗΨΕΙΣ. Κατά την διάρκειαν της επισκέψεως έγιναν πολλαί συλλήψεις διαδηλωτών. — [786, 1521, 1013, 1591]
lead-headline-2: ἡ κυβέρνησις ἀπεφάσισε τὴν κατάργησιν — [417, 126, 913, 195]
invitations-heading: ΠΡΟΣΚΛΗΣΕΙΣ — [202, 1054, 333, 1075]
article-text: Ετόνισεν επίσης ότι η αγορά είναι καλώς εφοδιασμένη και ότι ουδείς λόγος υπάρχει ανησυχίας. Αι υπηρεσίαι αγορανομίας θα ασκούν αυστηρούς ελέγχους. ΟΙ ΕΜΠΟΡΟΙ ΑΘΗΝΩΝ. Εις το μεταξύ, αι εμπορικαί οργανώσεις των Αθηνών εξέδωσαν ανακοίνωσιν δια της οποίας εκφράζουν τας αντιρρήσεις των. ΑΙ ΔΗΛΩΣΕΙΣ ΤΟΥ ΥΠΟΥΡΓΟΥ. Ο υπουργός προσέθεσεν ότι η ρύθμισις αποσκοπεί εις την σταθερότητα των τιμών. — [669, 387, 838, 549]
parliament-column — [318, 1521, 544, 1845]
article-text: Ο νεαρός επιστήμων μελετά από διετίας τα φαινόμενα της ιονοσφαίρας. Τα παρατηρήσεις του συνεκεντρώθησαν εις ειδικόν τεύχος το οποίον θα διανεμηθή εις τα επιστημονικά ιδρύματα. Ο καθηγητής του εδήλωσεν ότι ο μαθητής επέδειξε σπανίας ικανότητας. — [552, 1987, 779, 2057]
article-text: Την 10.30 π.μ. χθες, παρά την γέφυραν του ποταμού Αλιάκμονος, ελκυστήρ του οποίου ο οδηγός απώλεσε τον έλεγχον ανετράπη. Δύο εκ των επιβαινόντων συμπαρεσύρθησαν εις τον ποταμόν και επνίγησαν. ΕΦΟΝΕΥΘΗ ΜΕΤΡΟΣ ΧΩΡΙΚΟΣ. ΒΕΡΟΙΑ, 26. Χωρικός εύρε τον θάνατον καταπλακωθείς υπό φορτηγού αυτοκινήτου. ΔΥΟ ΕΠΝΙΓΗΣΑΝ ΕΙΣ ΠΟΤΑΜΟΝ. ΤΡΙΚΑΛΑ, 26. Δύο χωρικοί επνίγησαν. ΚΑΤΕΠΛΑΚΩΘΗ ΥΠΟ ΦΟΡΤΗΓΟΥ. ΙΩΑΝΝΙΝΑ, 26. — [1208, 977, 1563, 1059]
article-text: Το δημοτικόν συμβούλιον Θεσσαλονίκης, κατά την χθεσινήν συνεδρίασιν του υπό την προεδρίαν του κ. Παπαδοπούλου, απεφάσισε την μεταφοράν του νεκροταφείου εις μεγάλην έκτασιν πέραν της Πυλαίας. Αι εδαφολογικαί εξετάσεις θα αρχίσουν αμέσως. Επίσης απεφασίσθη όπως μία εκ των κεντρικών οδών της πόλεως μετονομασθή εις οδόν Κέννεντυ, προς τιμήν του δολοφονηθέντος προέδρου των Ηνωμένων Πολιτειών. — [318, 845, 545, 961]
seminar-headline-1: ΕΙΔΙΚΟΝ ΣΕΜΙΝΑΡΙΟΝ ΔΙΕΘΝΩΝ ΕΚΘΕΣΕΩΝ — [1220, 1227, 1551, 1244]
short-text — [1025, 1788, 1197, 1866]
weather-heading-2: ο καιρός — [223, 742, 284, 759]
parliament-column — [552, 1521, 778, 1845]
marriage-notice: Ο ΣΤΕΦΑΝΟΣ ΚΑΤΣΑΝΤΩΝΗΣ του Νικολάου και της Ευτερπής, ο γένος Γαζήρη, γεννηθείς εις Αχλάδον Ευρυτανίας, κάτοικος Θεσσαλονίκης και η ΡΕΒΕΚΚΑ ΤΖΑΒΕΛΑ του Θωμά και της Αικατερίνης, ο γένος Ξέρου, γεννηθείσα εις Άγιον Νικόλαον Χαλκιδικής και κάτοικος Θεσσαλονίκης, μέλλουν να έλθουν εις νόμιμον γάμον, τελεσθησόμενον εις Νέαν Μαγνησίαν. — [6, 113, 190, 239]
short-headline: Η ΙΕΡΑ ΣΥΝΟΔΟΣ — [1054, 775, 1167, 789]
council-street-headline: ΟΔΟΣ ΚΕΝΝΕΝΤΥ ΕΙΣ ΘΕΣΣΑΛΟΝΙΚΗΝ — [363, 804, 968, 837]
council-deck: Άρχιζουν αί έδαφολογικαί έξετάσεις.— Ζωολογικός κήπος είς τό πάρκον τής ΧΑΝΘ.— Διαμαρτυρία διά τήν έν Άθήναις έκθεσιν ίταλικών προϊόντων.— Τό μηχανουργείον τού δήμου.— Οί ύπάλληλοι ύποσταθμού τής Δ.Ε.Η. — [347, 713, 966, 795]
parliament-column — [787, 1521, 1013, 1845]
short-headline: ΟΙ ΤΡΟΜΟΚΡΑΤΑΙ — [1053, 941, 1169, 955]
lead-deck-4: δὲν εὐνοοῦνται μόνον ἐλάχιστοι κερδοσκόποι — [430, 361, 901, 382]
short-headline: ΑΝΕΚΑΛΥΨΑΝ — [1064, 251, 1157, 266]
parliament-kicker: Είς πρότασιν τών πρός τήν βουλήν — [318, 1358, 1013, 1377]
short-headline: ΤΗΣ «ΚΑΡΦΙΤΣΑΣ» — [1051, 64, 1171, 77]
article-text: Εν συνεχεία το συμβούλιον ενέκρινε ψήφισμα διαμαρτυρίας δια την εν Αθήναις έκθεσιν ιταλικών προϊόντων, διότι αύτη συμπίπτει με την διεθνή έκθεσιν Θεσσαλονίκης. ΤΟ ΜΗΧΑΝΟΥΡΓΕΙΟΝ. Απεφασίσθη η επέκτασις του μηχανουργείου του δήμου. Οι υπάλληλοι του υποσταθμού της ΔΕΗ θα μεταφερθούν εις νέον κτίριον. ΤΟ ΝΕΚΡΟΤΑΦΕΙΟΝ. Η μεταφορά θα γίνη σταδιακώς. — [786, 845, 1013, 949]
short-text — [1025, 308, 1197, 425]
short-headline: ΤΗΣ ΜΙΣΘΟΔΟΣΙΑΣ — [1049, 805, 1173, 819]
market-text — [1208, 1841, 1563, 2135]
article-text: ΤΟΚΙΟ, 26. (Ασ. Πρές). Η Γιουγκοσλαβία θα προμηθευθή εκ της Ιαπωνίας μηχανήματα αξίας 20 εκατομμυρίων δολλαρίων δια την βιομηχανίαν της. Η σχετική συμφωνία υπεγράφη χθες. — [1025, 669, 1197, 737]
article-text: ΑΘΗΝΑΙ, 26. Η Ιερά Σύνοδος της Εκκλησίας της Ελλάδος ησχολήθη σήμερον με το θέμα της μισθοδοσίας των εφημερίων. Απεφασίσθη όπως γίνουν διαβήματα προς την κυβέρνησιν δια την αύξησιν των αποδοχών των. — [1025, 834, 1197, 915]
short-headline: ΥΠΟ ΤΟΥ Κ. ΜΑΥΡΟΥ — [1042, 1112, 1180, 1125]
short-headline: Ο Κ. ΠΑΠΑΝΔΡΕΟΥ — [1049, 1637, 1173, 1651]
article-text: ΛΟΝΔΙΝΟΝ, 26. (Ρώυτερ). Ένδεκα εργατικοί βουλευταί υπέβαλον πρότασιν προς την Βουλήν των Κοινοτήτων, ζητούντες την διενέργειαν δημοσίας έρεύνης δια την συμπεριφοράν της αστυνομίας κατά την διάρκειαν της επισκέψεως των Ελλήνων βασιλέων εις το Λονδίνον. Οι βουλευταί ισχυρίζονται ότι η αστυνομία κατεπάτησε δικαιώματα των πολιτών. — [318, 1521, 545, 1614]
short-headline: ΤΗΣ ΕΝ. ΚΕΝΤΡΟΥ — [1052, 93, 1170, 107]
column-marriages — [6, 35, 190, 2319]
short-headline: ΕΠΙ ΤΩΝ ΕΠΑΦΩΝ ΤΟΥ — [1038, 1126, 1184, 1140]
marriage-notice: Ο ΚΥΡΙΑΚΟΣ ΔΑΡΙΩΤΗΣ του Κωνσταντίνου και της Ελένης, γεννηθείς εις Θεσσαλονίκην και η ΑΛΕΞΑΝΔΡΑ ΜΕΤΑΞΑ, μέλλουν να έλθουν εις νόμιμον γάμον. — [6, 1033, 190, 1091]
short-headline: ΚΑΒΟΥΡΙΑ — [1076, 280, 1146, 295]
weather-box — [202, 725, 306, 1039]
latvia-headline-3: ΕΙΣ ΔΙΑΣΗΜΟΥΣ ΕΠΙΣΤΗΜΟΝΑΣ — [419, 1954, 911, 1984]
artisans-deck: ΚΑΤΟΠΙΝ ΤΗΣ ΓΕΝΙΚΗΣ ΠΡΟΣΠΑΘΕΙΑΣ ΔΙΑ ΤΗΝ ΑΝΑΔΙΑΡΘΡΩΣΙΝ ΤΟΥ ΚΛΑΔΟΥ.— ΘΑ ΠΡΟΗΓΗΘΗ ΜΙΑ ΟΜΑΣ ΕΜΠΟΡΩΝ — [1212, 561, 1559, 607]
article-text: Η εργασία του θα δημοσιευθή υπό της Ακαδημίας. Ο μαθητής θα συνεχίση τας σπουδάς του εις το Πανεπιστήμιον της Ρίγας. ΕΠΙΣΚΕΨΙΣ ΣΩΜΑΤΕΙΩΝ. Τα σωματεία της πόλεως θα επισκεφθούν το εργοστάσιον. Το σωματείον των ηλεκτροτεχνιτών και άλλαι οργανώσεις θα λάβουν μέρος εις την συγκέντρωσιν. — [786, 1987, 1013, 2079]
funerals-text — [6, 1865, 190, 2027]
article-text: Ο υπουργός του Εμπορίου ανεκοίνωσεν επίσης ότι η κυβέρνησις θα παρακολουθή στενώς την διαμόρφωσιν των τιμών εις την αγοράν και θα λάβη πάντα τα ενδεικνυόμενα μέτρα. ΘΑ ΕΠΙΣΚΕΦΘΟΥΝ. Αντιπροσωπεία των εμπόρων θα επισκεφθή αύριον τον πρωθυπουργόν δια να εκθέση τας απόψεις των επί του ζητήματος. ΤΕΧΝΗΤΟΣ ΘΟΡΥΒΟΣ. Ο θόρυβος ο οποίος εδημιουργήθη κρίνεται τεχνητός. — [845, 387, 1013, 537]
council-column — [787, 846, 1013, 1375]
resolutions-text — [202, 1394, 306, 2335]
marriage-notice: Ο ΝΙΚΟΛΑΟΣ ΜΑΝΤΖΑΦΑΡΑΣ του Κωνσταντίνου και της Μαρίας και η ΕΛΕΝΗ ΜΠΑ·ΓΑΡΟΥ του Γεωργίου, μέλλουν να έλθουν εις νόμιμον γάμον, τελεσθησόμενον εις Θεσσαλονίκην. — [6, 1203, 190, 1261]
latvia-column — [552, 1988, 778, 2292]
column-notices — [202, 39, 327, 2319]
short-headline: Η ΝΟΤΙΟΣ ΑΦΡΙΚΗ — [1051, 1253, 1171, 1267]
marriage-notice: Ο ΑΡΙΣΤΕΙΔΗΣ ΚΟΛΙΑΚΗΣ του Γεωργίου και της Πολυξένης και η ΓΑΥΡΑΑΛΙΑ ΒΟΥΡΤΖΑΛΗ του Χρήστου, μέλλουν να έλθουν εις νόμιμον γάμον, τελεσθησόμενον εις Θεσσαλονίκην. — [6, 972, 190, 1030]
marriages-heading: ΜΕΛΛΟΝΤΕΣ ΓΑΜΟΙ — [6, 35, 190, 84]
rotary-heading-1: Ενδιαφέρουσα ομιλία — [203, 39, 305, 73]
council-headline-2: ΤΗΝ ΜΕΤΑΦΟΡΑΝ ΤΟΥ ΝΕΚΡΟΤΑΦΕΙΟΥ — [378, 649, 953, 680]
